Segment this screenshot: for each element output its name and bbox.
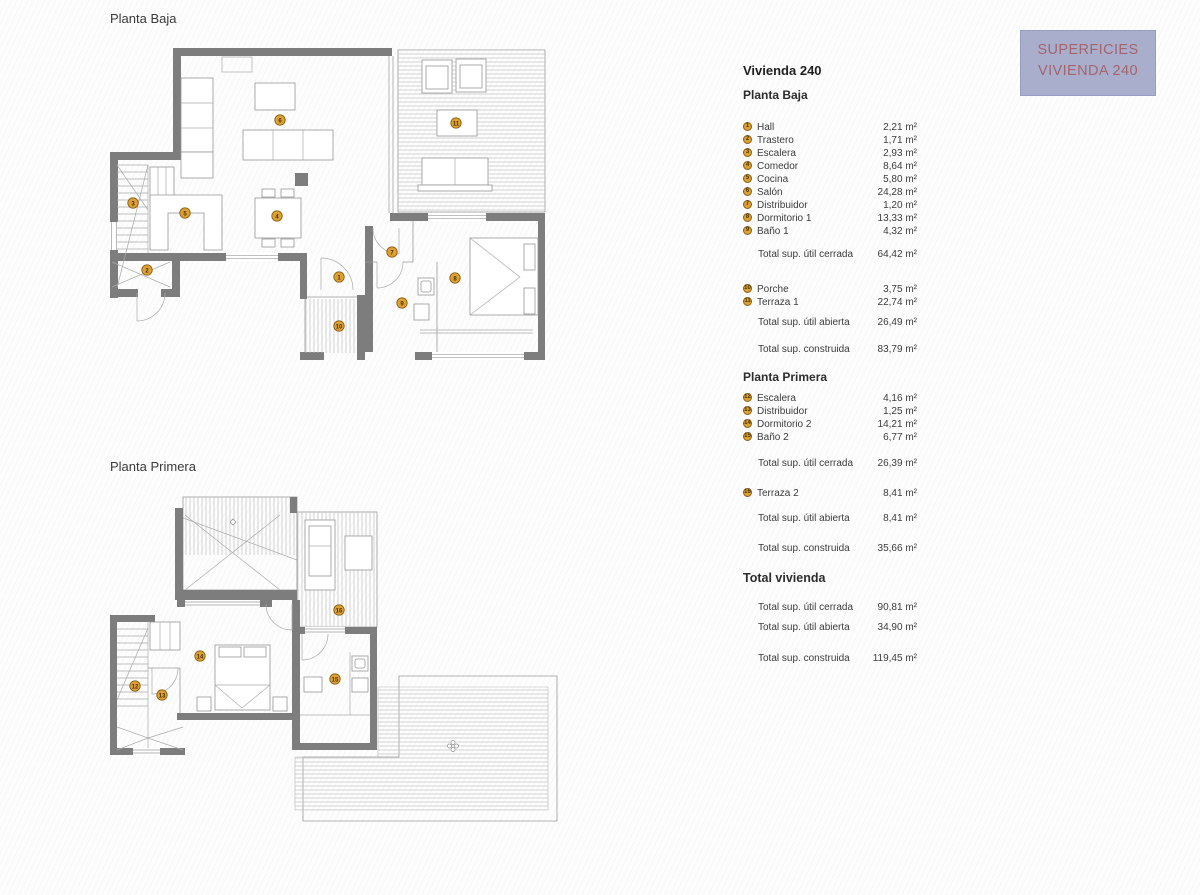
table-row: [743, 284, 917, 296]
room-number-badge: 5: [743, 174, 752, 183]
room-label: Dormitorio 2: [757, 419, 812, 430]
total-label: Total sup. útil abierta: [758, 513, 850, 524]
room-marker: [450, 273, 460, 283]
room-marker: [272, 211, 282, 221]
svg-text:14: 14: [196, 654, 204, 661]
section-heading-planta-primera: Planta Primera: [743, 370, 828, 384]
bedroom1: [420, 238, 538, 333]
room-label: Cocina: [757, 174, 789, 185]
room-marker: [451, 118, 461, 128]
room-number-badge: 9: [743, 226, 752, 235]
svg-text:15: 15: [331, 677, 339, 684]
svg-text:11: 11: [452, 121, 460, 128]
room-marker: [195, 651, 205, 661]
total-value: 119,45 m²: [872, 653, 917, 664]
table-row: [743, 213, 917, 225]
room-number-badge: 1: [743, 122, 752, 131]
planta-primera-floorplan: [105, 478, 575, 830]
room-number-badge: 3: [743, 148, 752, 157]
room-area: 4,16 m²: [883, 393, 917, 404]
total-label: Total sup. útil abierta: [758, 622, 850, 633]
room-label: Dormitorio 1: [757, 213, 812, 224]
planta-primera-label: Planta Primera: [110, 459, 196, 474]
total-value: 8,41 m²: [883, 513, 917, 524]
room-area: 4,32 m²: [883, 226, 917, 237]
total-row: [743, 458, 917, 470]
room-area: 1,20 m²: [883, 200, 917, 211]
room-label: Terraza 2: [757, 488, 799, 499]
room-number-badge: 11: [744, 298, 751, 304]
total-label: Total sup. construida: [758, 653, 850, 664]
planta-baja-label: Planta Baja: [110, 11, 177, 26]
total-value: 64,42 m²: [877, 249, 917, 260]
room-area: 1,25 m²: [883, 406, 917, 417]
svg-text:16: 16: [335, 608, 343, 615]
room-label: Distribuidor: [757, 406, 808, 417]
total-value: 35,66 m²: [877, 543, 917, 554]
room-area: 1,71 m²: [883, 135, 917, 146]
superficies-title-line2: VIVIENDA 240: [1038, 63, 1138, 80]
room-marker: [334, 321, 344, 331]
svg-text:9: 9: [400, 301, 404, 308]
total-value: 90,81 m²: [877, 602, 917, 613]
total-row: [743, 513, 917, 525]
table-row: [743, 432, 917, 444]
room-label: Porche: [757, 284, 789, 295]
table-row: [743, 297, 917, 309]
svg-text:10: 10: [335, 324, 343, 331]
room-label: Baño 2: [757, 432, 789, 443]
terraza1-area: [398, 50, 545, 212]
room-number-badge: 6: [743, 187, 752, 196]
room-label: Escalera: [757, 393, 796, 404]
svg-text:3: 3: [131, 201, 135, 208]
void-over-salon: [175, 497, 297, 590]
stairs: [117, 622, 183, 750]
planta-baja-floorplan: [105, 40, 565, 375]
total-row: [743, 317, 917, 329]
room-marker: [157, 690, 167, 700]
room-label: Escalera: [757, 148, 796, 159]
room-area: 8,41 m²: [883, 488, 917, 499]
total-value: 83,79 m²: [877, 344, 917, 355]
svg-text:12: 12: [131, 684, 139, 691]
superficies-title-line1: SUPERFICIES: [1037, 42, 1139, 58]
svg-text:8: 8: [453, 276, 457, 283]
total-row: [743, 344, 917, 356]
total-value: 34,90 m²: [877, 622, 917, 633]
room-area: 5,80 m²: [883, 174, 917, 185]
table-title: Vivienda 240: [743, 63, 822, 78]
room-marker: [330, 674, 340, 684]
salon-furniture: [181, 57, 333, 186]
room-label: Comedor: [757, 161, 799, 172]
hall-porche: [305, 258, 357, 353]
section-heading-planta-baja: Planta Baja: [743, 88, 808, 102]
table-row: [743, 135, 917, 147]
total-row: [743, 249, 917, 261]
room-marker: [334, 605, 344, 615]
table-row: [743, 148, 917, 160]
total-row: [743, 622, 917, 634]
table-row: [743, 200, 917, 212]
room-area: 24,28 m²: [877, 187, 917, 198]
total-value: 26,49 m²: [877, 317, 917, 328]
room-marker: [275, 115, 285, 125]
total-value: 26,39 m²: [877, 458, 917, 469]
room-number-badge: 13: [744, 407, 751, 413]
svg-text:2: 2: [145, 268, 149, 275]
total-label: Total sup. útil cerrada: [758, 602, 854, 613]
total-label: Total sup. útil abierta: [758, 317, 850, 328]
room-label: Salón: [757, 187, 783, 198]
svg-text:5: 5: [183, 211, 187, 218]
room-area: 2,21 m²: [883, 122, 917, 133]
table-row: [743, 393, 917, 405]
room-area: 22,74 m²: [877, 297, 917, 308]
room-number-badge: 8: [743, 213, 752, 222]
total-label: Total sup. construida: [758, 344, 850, 355]
table-row: [743, 174, 917, 186]
room-marker: [180, 208, 190, 218]
room-number-badge: 2: [743, 135, 752, 144]
total-row: [743, 653, 917, 665]
table-row: [743, 419, 917, 431]
table-row: [743, 161, 917, 173]
room-area: 8,64 m²: [883, 161, 917, 172]
total-row: [743, 602, 917, 614]
table-row: [743, 406, 917, 418]
svg-text:1: 1: [337, 275, 341, 282]
room-area: 2,93 m²: [883, 148, 917, 159]
room-area: 6,77 m²: [883, 432, 917, 443]
total-label: Total sup. útil cerrada: [758, 458, 854, 469]
table-row: [743, 488, 917, 500]
table-row: [743, 187, 917, 199]
svg-text:6: 6: [278, 118, 282, 125]
room-marker: [387, 247, 397, 257]
room-label: Distribuidor: [757, 200, 808, 211]
room-label: Terraza 1: [757, 297, 799, 308]
room-label: Baño 1: [757, 226, 789, 237]
room-number-badge: 15: [744, 433, 751, 439]
room-marker: [142, 265, 152, 275]
room-number-badge: 7: [743, 200, 752, 209]
total-row: [743, 543, 917, 555]
room-marker: [128, 198, 138, 208]
room-area: 3,75 m²: [883, 284, 917, 295]
room-number-badge: 10: [744, 285, 751, 291]
room-area: 14,21 m²: [877, 419, 917, 430]
room-marker: [397, 298, 407, 308]
room-area: 13,33 m²: [877, 213, 917, 224]
total-label: Total sup. construida: [758, 543, 850, 554]
room-number-badge: 16: [744, 489, 751, 495]
total-label: Total sup. útil cerrada: [758, 249, 854, 260]
room-label: Trastero: [757, 135, 794, 146]
room-number-badge: 12: [744, 394, 751, 400]
kitchen-counter: [150, 195, 222, 250]
room-number-badge: 14: [744, 420, 751, 426]
bath-partitions: [365, 221, 437, 352]
surface-summary-table: [743, 60, 917, 690]
room-number-badge: 4: [743, 161, 752, 170]
svg-text:4: 4: [275, 214, 279, 221]
bedroom2: [197, 604, 292, 711]
svg-text:13: 13: [158, 693, 166, 700]
room-marker: [130, 681, 140, 691]
table-row: [743, 122, 917, 134]
svg-text:7: 7: [390, 250, 394, 257]
room-label: Hall: [757, 122, 775, 133]
table-row: [743, 226, 917, 238]
room-marker: [334, 272, 344, 282]
superficies-title-box: [1020, 30, 1156, 96]
section-heading-total-vivienda: Total vivienda: [743, 571, 826, 585]
